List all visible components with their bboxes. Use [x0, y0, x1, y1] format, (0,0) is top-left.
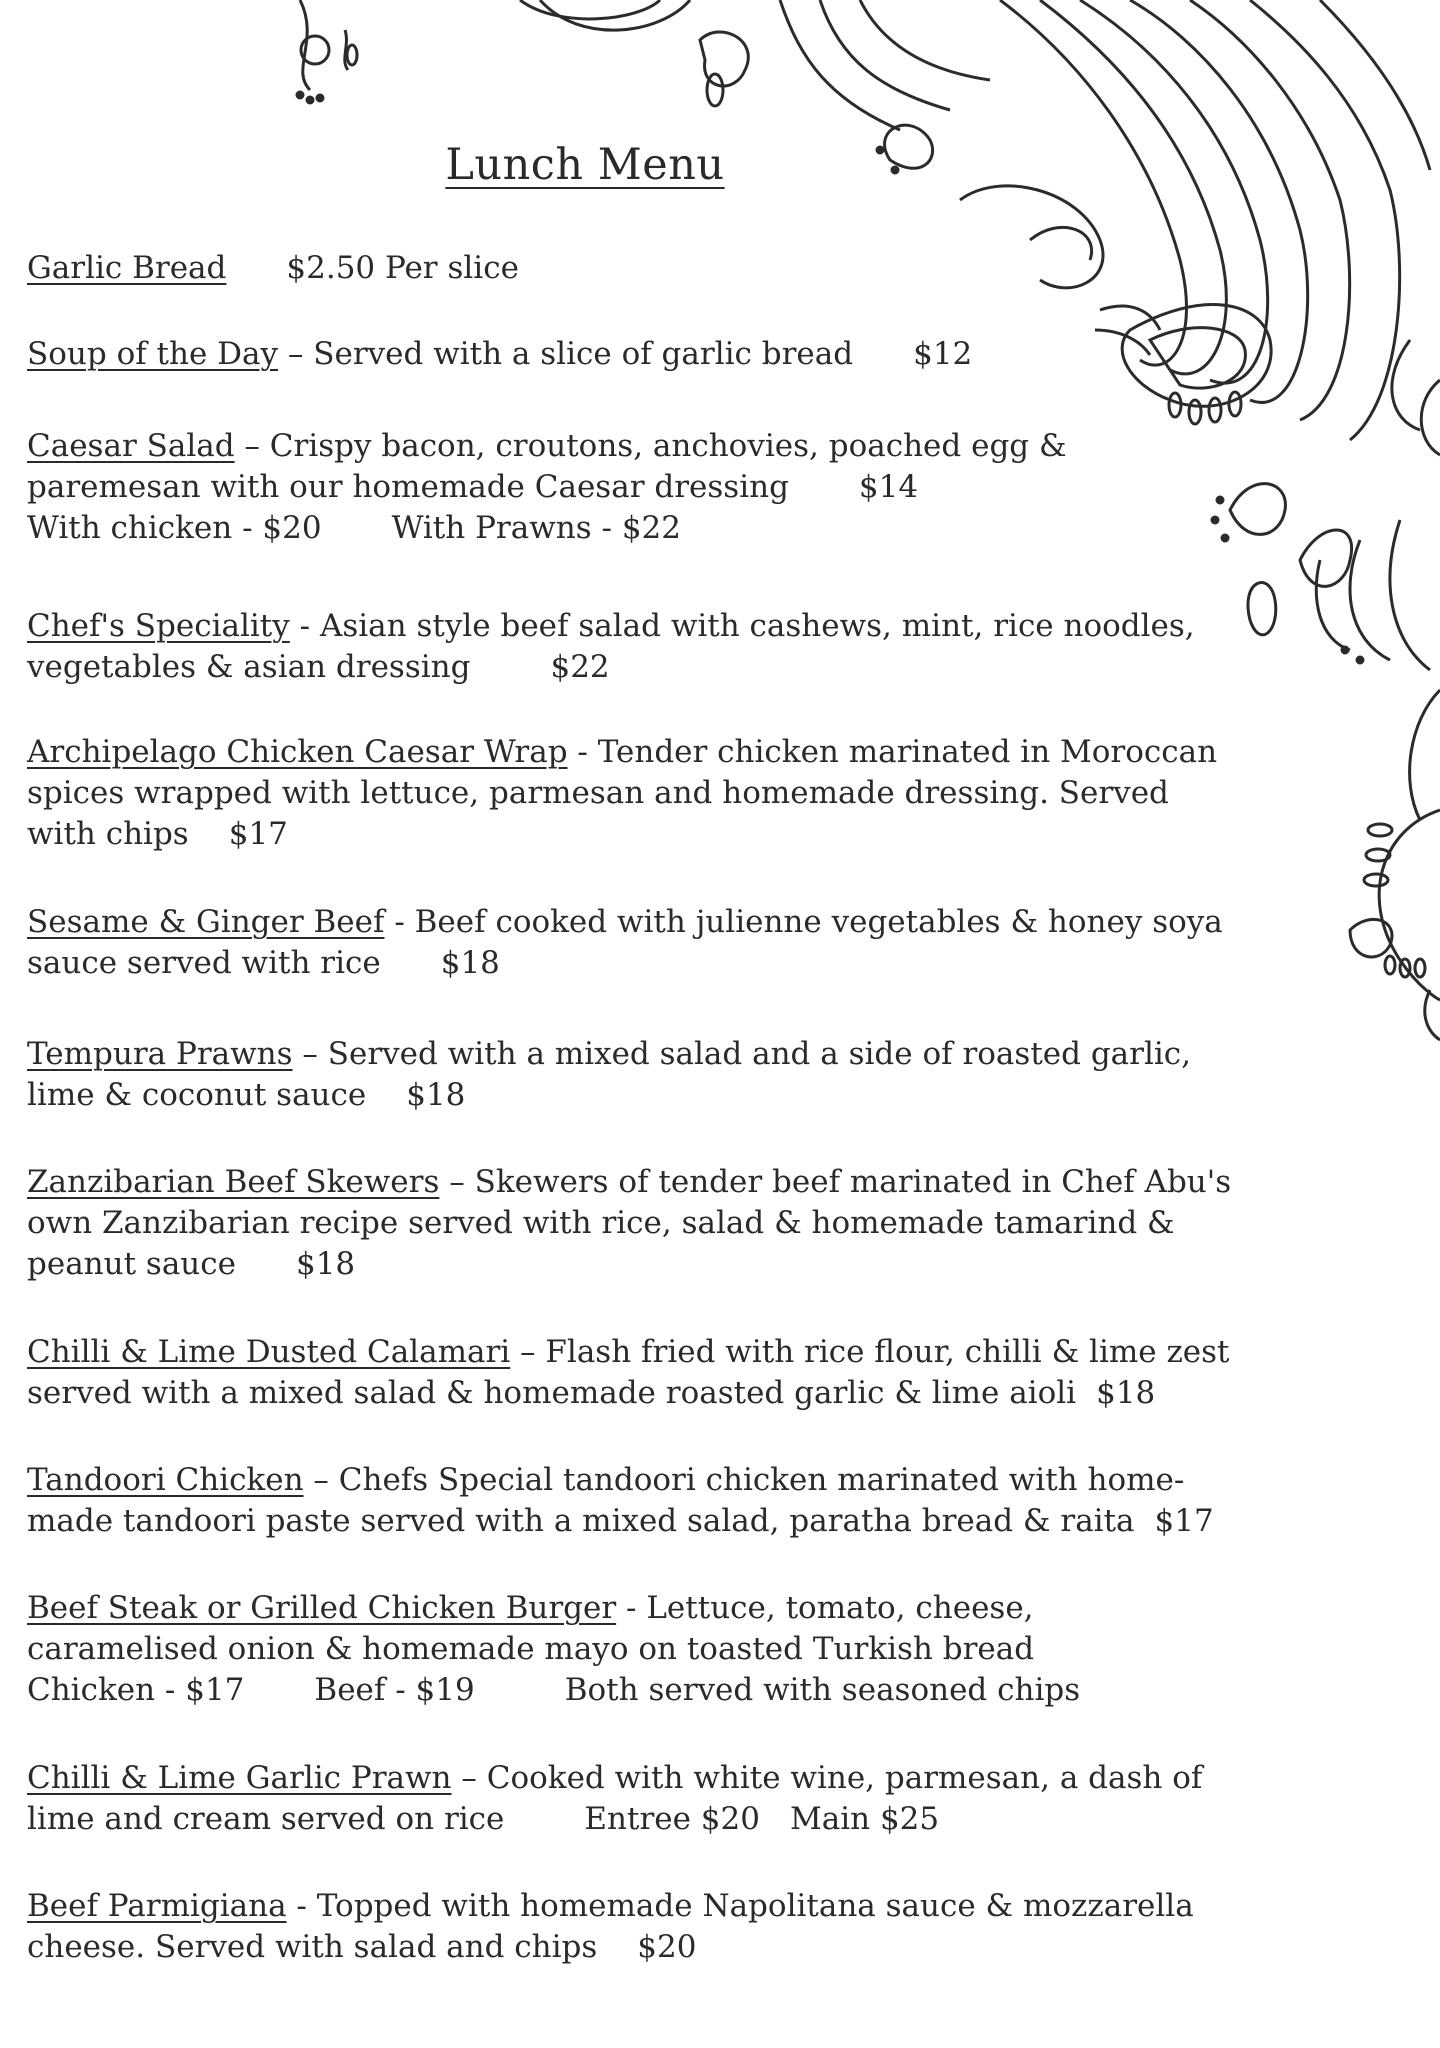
- item-price: $18: [295, 1246, 356, 1282]
- item-price: $17: [228, 816, 288, 852]
- item-description: Crispy bacon, croutons, anchovies, poached egg & paremesan with our homemade Caesar dressing: [27, 428, 1067, 505]
- option-prawns: With Prawns - $22: [391, 510, 681, 546]
- item-name: Chef's Speciality: [27, 608, 290, 644]
- option-beef: Beef - $19: [314, 1672, 475, 1708]
- item-options: [27, 508, 1127, 549]
- item-separator: -: [286, 1888, 317, 1924]
- item-description: Lettuce, tomato, cheese, caramelised onion & homemade mayo on toasted Turkish bread: [27, 1590, 1035, 1667]
- menu-item: [27, 1034, 1207, 1116]
- option-main: Main $25: [789, 1801, 940, 1837]
- menu-item: [27, 606, 1217, 688]
- item-price: $12: [913, 336, 973, 372]
- item-price: $18: [406, 1077, 466, 1113]
- menu-item: [27, 1162, 1267, 1285]
- item-name: Sesame & Ginger Beef: [27, 904, 385, 940]
- option-entree: Entree $20: [584, 1801, 760, 1837]
- option-chicken: With chicken - $20: [27, 510, 322, 546]
- item-separator: –: [278, 336, 314, 372]
- menu-item: [27, 732, 1227, 855]
- item-price: $20: [637, 1929, 697, 1965]
- menu-item: [27, 1758, 1207, 1840]
- menu-item: [27, 426, 1127, 549]
- menu-item: [27, 902, 1227, 984]
- item-options: [27, 1670, 1107, 1711]
- item-price: $22: [550, 649, 610, 685]
- item-description: Flash fried with rice flour, chilli & lime zest served with a mixed salad & homemade roasted garlic & lime aioli: [27, 1334, 1230, 1411]
- menu-item: [27, 1460, 1227, 1542]
- item-description: Cooked with white wine, parmesan, a dash of lime and cream served on rice: [27, 1760, 1203, 1837]
- item-description: Chefs Special tandoori chicken marinated with home-made tandoori paste served with a mixed salad, paratha bread & raita: [27, 1462, 1185, 1539]
- item-description: Served with a mixed salad and a side of roasted garlic, lime & coconut sauce: [27, 1036, 1192, 1113]
- item-description: Topped with homemade Napolitana sauce & mozzarella cheese. Served with salad and chips: [27, 1888, 1194, 1965]
- item-price: $18: [440, 945, 500, 981]
- option-note: Both served with seasoned chips: [564, 1672, 1081, 1708]
- item-price: $14: [858, 469, 919, 505]
- item-price: $18: [1096, 1375, 1156, 1411]
- item-name: Beef Steak or Grilled Chicken Burger: [27, 1590, 617, 1626]
- item-price: $2.50 Per slice: [286, 250, 519, 286]
- item-description: Asian style beef salad with cashews, mint, rice noodles, vegetables & asian dressing: [27, 608, 1195, 685]
- item-separator: -: [289, 608, 320, 644]
- item-separator: –: [451, 1760, 487, 1796]
- item-price: $17: [1154, 1503, 1214, 1539]
- item-name: Chilli & Lime Dusted Calamari: [27, 1334, 511, 1370]
- menu-item: [27, 1886, 1267, 1968]
- menu-item: [27, 1332, 1247, 1414]
- menu-item: [27, 1588, 1107, 1711]
- item-name: Tandoori Chicken: [27, 1462, 304, 1498]
- item-name: Caesar Salad: [27, 428, 235, 464]
- item-description: Beef cooked with julienne vegetables & honey soya sauce served with rice: [27, 904, 1223, 981]
- item-separator: –: [303, 1462, 339, 1498]
- option-chicken: Chicken - $17: [27, 1672, 245, 1708]
- menu-item: [27, 334, 1267, 375]
- item-description: Tender chicken marinated in Moroccan spices wrapped with lettuce, parmesan and homemade dressing. Served with chips: [27, 734, 1218, 852]
- item-separator: -: [384, 904, 415, 940]
- item-separator: –: [510, 1334, 546, 1370]
- item-description: Served with a slice of garlic bread: [313, 336, 854, 372]
- item-name: Chilli & Lime Garlic Prawn: [27, 1760, 452, 1796]
- item-separator: –: [439, 1164, 475, 1200]
- item-name: Tempura Prawns: [27, 1036, 293, 1072]
- item-separator: -: [567, 734, 598, 770]
- item-separator: -: [616, 1590, 647, 1626]
- menu-title: Lunch Menu: [445, 140, 725, 190]
- menu-item: [27, 248, 1267, 289]
- item-name: Zanzibarian Beef Skewers: [27, 1164, 440, 1200]
- item-name: Soup of the Day: [27, 336, 279, 372]
- item-name: Beef Parmigiana: [27, 1888, 287, 1924]
- item-name: Garlic Bread: [27, 250, 227, 286]
- item-separator: –: [292, 1036, 328, 1072]
- item-separator: –: [234, 428, 270, 464]
- item-name: Archipelago Chicken Caesar Wrap: [27, 734, 568, 770]
- item-description: Skewers of tender beef marinated in Chef Abu's own Zanzibarian recipe served with rice, salad & homemade tamarind & peanut sauce: [27, 1164, 1232, 1282]
